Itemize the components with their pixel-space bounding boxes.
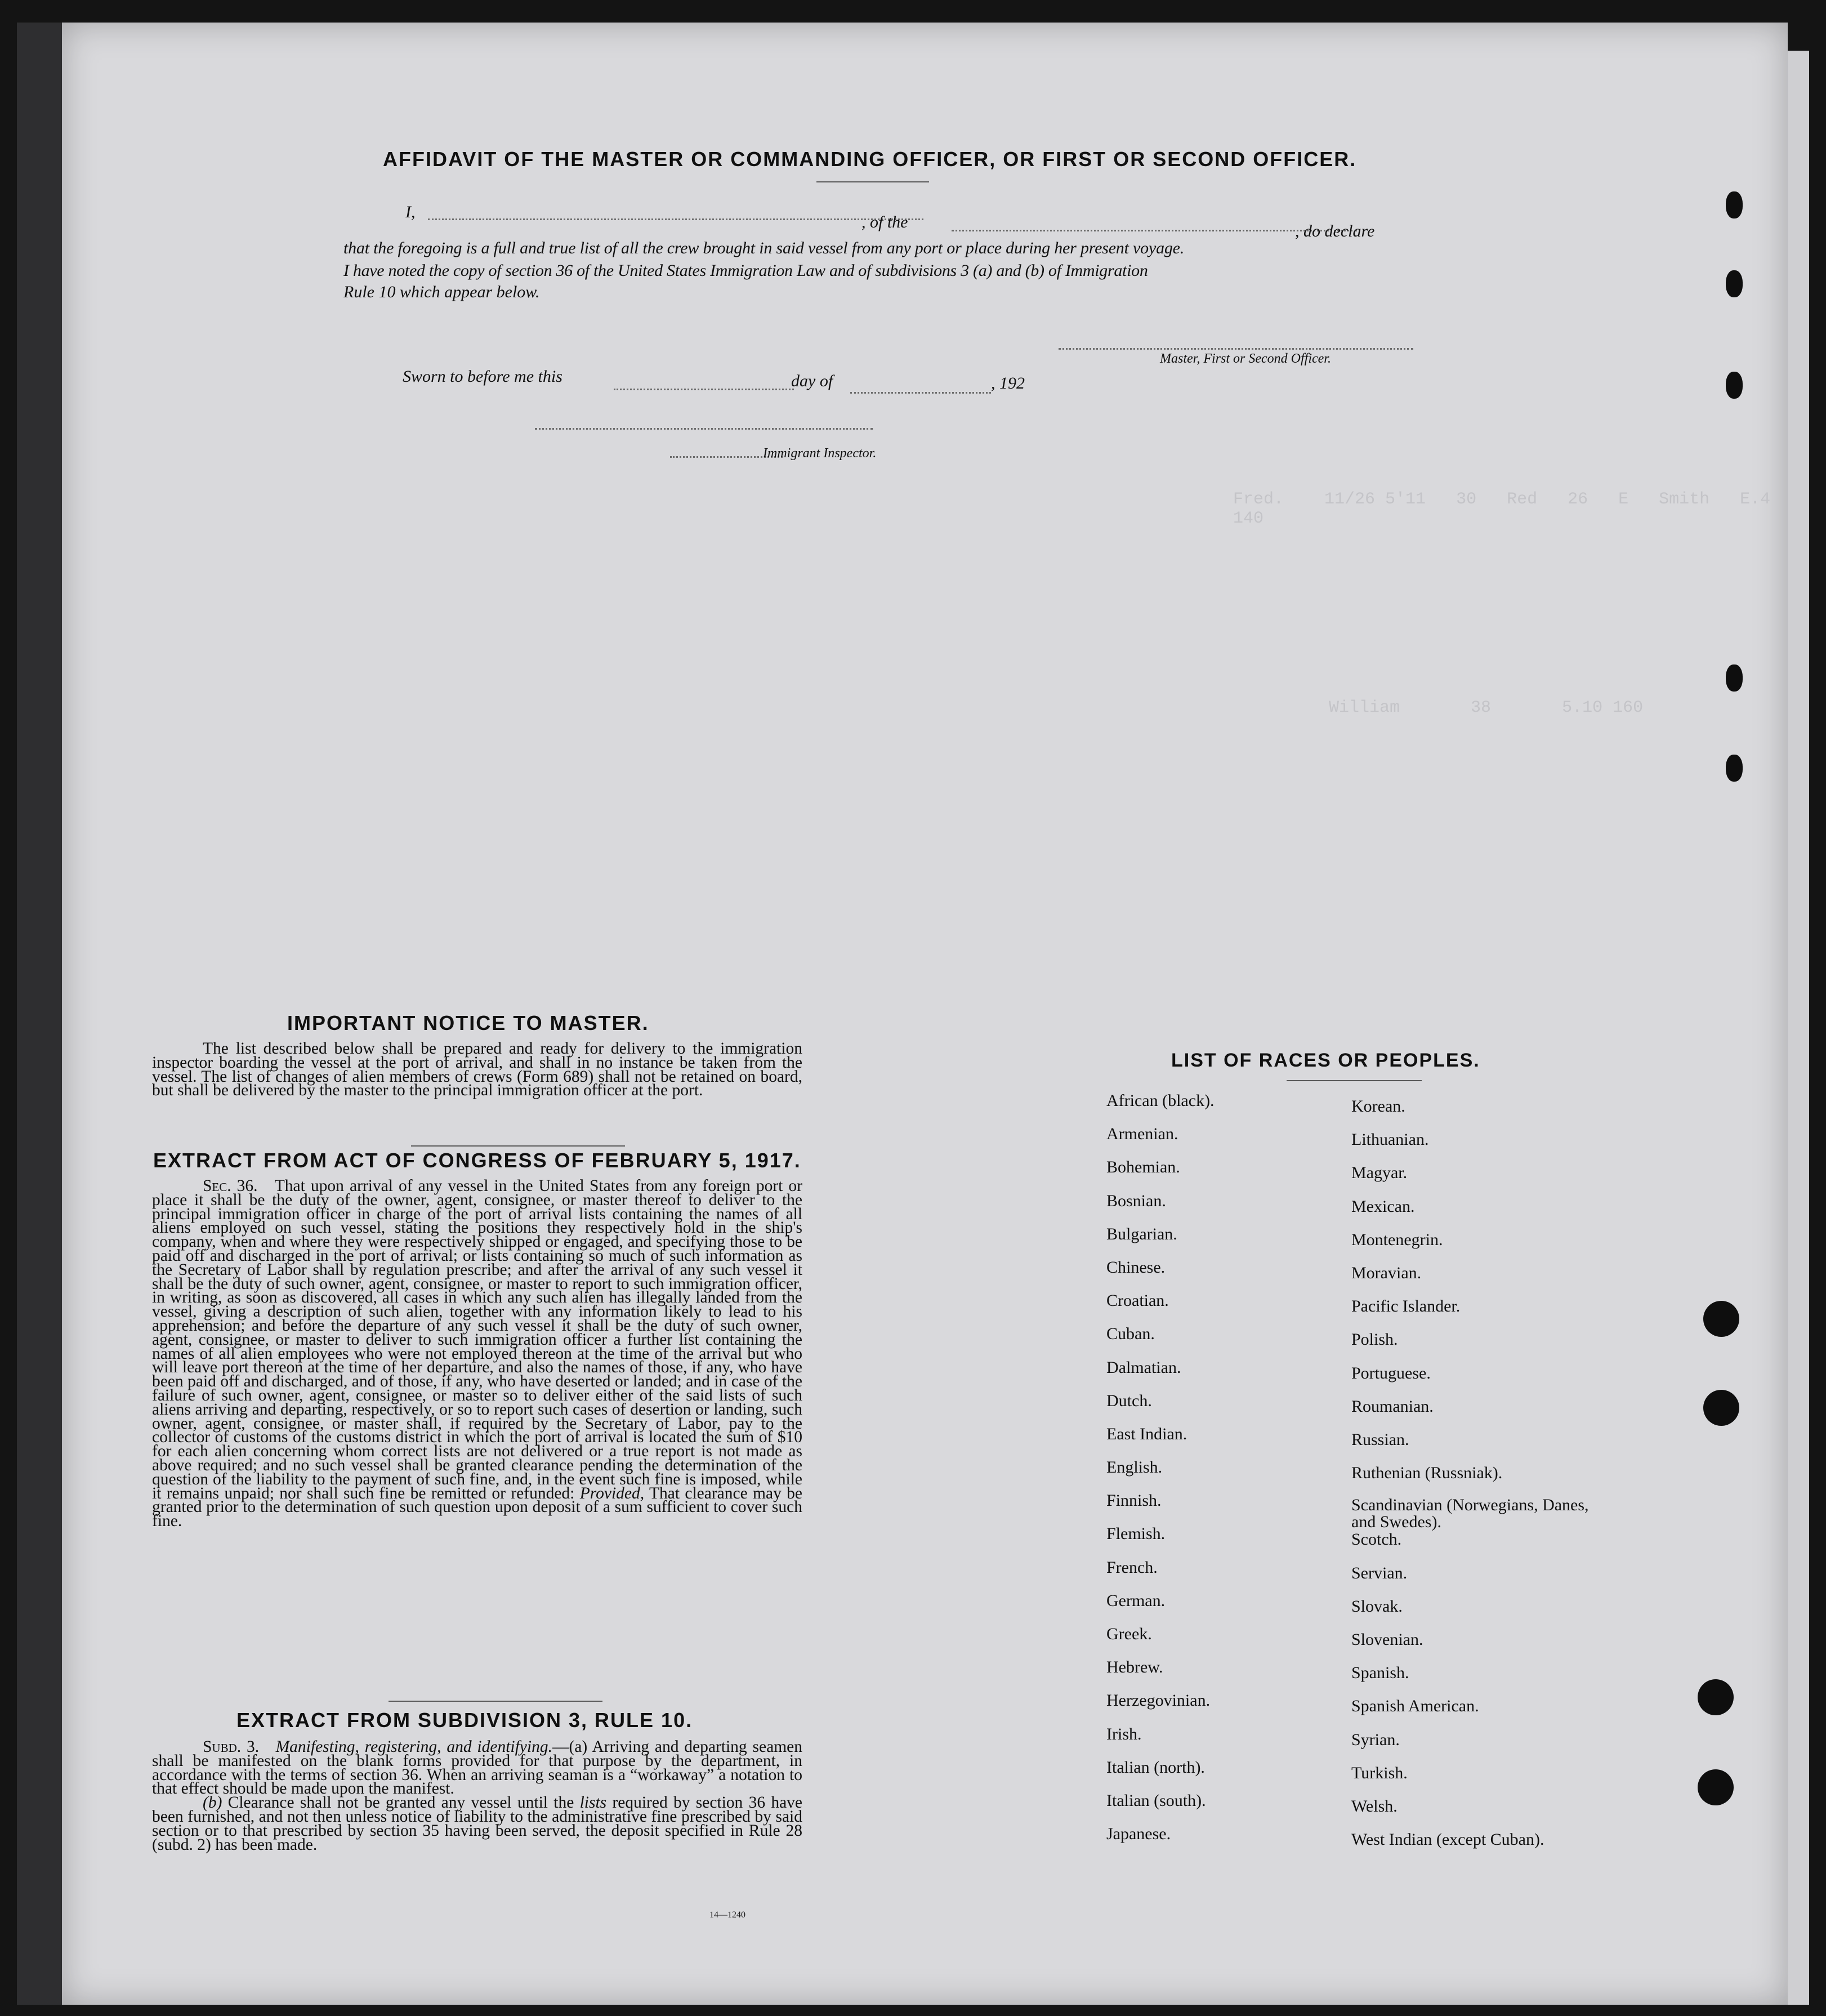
- affidavit-line1-i: I,: [405, 203, 416, 221]
- notice-title: IMPORTANT NOTICE TO MASTER.: [287, 1011, 649, 1034]
- race-item: Welsh.: [1351, 1796, 1398, 1816]
- race-item: Scotch.: [1351, 1530, 1402, 1549]
- race-item: Magyar.: [1351, 1163, 1408, 1183]
- race-item: Turkish.: [1351, 1763, 1408, 1782]
- sworn-text: Sworn to before me this: [403, 367, 562, 386]
- affidavit-body-line3: Rule 10 which appear below.: [343, 283, 540, 301]
- race-item: Russian.: [1351, 1430, 1409, 1449]
- punch-hole: [1726, 664, 1743, 692]
- race-item: Scandinavian (Norwegians, Danes, and Swedes).: [1351, 1496, 1589, 1532]
- inspector-caption: Immigrant Inspector.: [763, 446, 877, 461]
- extract-rule-text: Subd. 3. Manifesting, registering, and identifying.—(a) Arriving and departing seamen shall be manifested on the blank forms provided for that purpose by the department, in accordance with the terms of section 36. When an arriving seaman is a “workaway” a notation to that effect should be made upon the manifest. (b) Clearance shall not be granted any vessel until the lists required by section 36 have been furnished, and not then unless notice of liability to the administrative fine prescribed by said section or to that prescribed by section 35 having been served, the deposit specified in Rule 28 (subd. 2) has been made.: [152, 1738, 803, 1854]
- form-number: 14—1240: [709, 1910, 745, 1920]
- race-item: Hebrew.: [1106, 1658, 1163, 1677]
- race-item: Mexican.: [1351, 1197, 1415, 1216]
- race-item: Herzegovinian.: [1106, 1691, 1211, 1710]
- punch-hole: [1726, 270, 1743, 297]
- punch-hole: [1698, 1769, 1734, 1805]
- race-item: East Indian.: [1106, 1424, 1187, 1443]
- punch-hole: [1726, 191, 1743, 218]
- race-item: Portuguese.: [1351, 1363, 1431, 1382]
- race-item: Polish.: [1351, 1330, 1398, 1349]
- punch-hole: [1703, 1390, 1739, 1426]
- race-item: West Indian (except Cuban).: [1351, 1830, 1544, 1849]
- race-item: African (black).: [1106, 1091, 1215, 1110]
- binding-edge: [17, 23, 62, 2005]
- races-column-left: [1106, 1091, 1309, 1858]
- race-item: Korean.: [1351, 1097, 1405, 1116]
- race-item: Bulgarian.: [1106, 1224, 1177, 1243]
- affidavit-title: AFFIDAVIT OF THE MASTER OR COMMANDING OFFICER, OR FIRST OR SECOND OFFICER.: [383, 148, 1357, 171]
- extract-act-text: Sec. 36. That upon arrival of any vessel in the United States from any foreign port or place it shall be the duty of the owner, agent, consignee, or master thereof to deliver to the principal immigration officer in charge of the port of arrival lists containing the names of all aliens employed on such vessel, stating the positions they respectively hold in the ship's company, when and where they were respectively shipped or engaged, and specifying those to be paid off and discharged in the port of arrival; or lists containing so much of such information as the Secretary of Labor shall by regulation prescribe; and after the arrival of any such vessel it shall be the duty of such owner, agent, consignee, or master to report to such immigration officer, in writing, as soon as discovered, all cases in which any such alien has illegally landed from the vessel, giving a description of such alien, together with any information likely to lead to his apprehension; and before the departure of any such vessel it shall be the duty of such owner, agent, consignee, or master to deliver to such immigration officer a further list containing the names of all alien employees who were not employed thereon at the time of the arrival but who will leave port thereon at the time of her departure, and also the names of those, if any, who have been paid off and discharged, and of those, if any, who have deserted or landed; and in case of the failure of such owner, agent, consignee, or master so to deliver either of the said lists of such aliens arriving and departing, respectively, or so to report such cases of desertion or landing, such owner, agent, consignee, or master shall, if required by the Secretary of Labor, pay to the collector of customs of the customs district in which the port of arrival is located the sum of $10 for each alien concerning whom correct lists are not delivered or a true report is not made as above required; and no such vessel shall be granted clearance pending the determination of the question of the liability to the payment of such fine, and, in the event such fine is imposed, while it remains unpaid; nor shall such fine be remitted or refunded: Provided, That clearance may be granted prior to the determination of such question upon deposit of a sum sufficient to cover such fine.: [152, 1177, 803, 1531]
- race-item: Spanish.: [1351, 1663, 1409, 1683]
- race-item: Finnish.: [1106, 1491, 1162, 1510]
- race-item: Pacific Islander.: [1351, 1297, 1461, 1316]
- race-item: English.: [1106, 1458, 1163, 1477]
- race-item: Ruthenian (Russniak).: [1351, 1464, 1503, 1483]
- race-item: Flemish.: [1106, 1524, 1166, 1544]
- race-item: Japanese.: [1106, 1825, 1171, 1844]
- race-item: Dalmatian.: [1106, 1358, 1181, 1377]
- race-item: French.: [1106, 1558, 1158, 1577]
- extract-rule-title: EXTRACT FROM SUBDIVISION 3, RULE 10.: [236, 1709, 693, 1732]
- race-item: Italian (south).: [1106, 1791, 1206, 1810]
- punch-hole: [1726, 372, 1743, 399]
- race-item: Spanish American.: [1351, 1697, 1479, 1716]
- race-item: Slovenian.: [1351, 1630, 1423, 1649]
- punch-hole: [1726, 755, 1743, 782]
- race-item: Lithuanian.: [1351, 1130, 1429, 1149]
- affidavit-body-line2: I have noted the copy of section 36 of the United States Immigration Law and of subdivisions 3 (a) and (b) of Immigration: [343, 261, 1148, 280]
- race-item: Dutch.: [1106, 1391, 1152, 1410]
- race-item: Moravian.: [1351, 1263, 1422, 1282]
- race-item: German.: [1106, 1591, 1166, 1610]
- race-item: Italian (north).: [1106, 1758, 1205, 1777]
- notice-text: The list described below shall be prepared and ready for delivery to the immigration inspector boarding the vessel at the port of arrival, and shall in no instance be taken from the vessel. The list of changes of alien members of crews (Form 689) shall not be retained on board, but shall be delivered by the master to the principal immigration officer at the port.: [152, 1040, 802, 1100]
- race-item: Montenegrin.: [1351, 1230, 1443, 1249]
- affidavit-body-line1: that the foregoing is a full and true list of all the crew brought in said vessel from any port or place during her present voyage.: [343, 239, 1185, 257]
- race-item: Bosnian.: [1106, 1191, 1166, 1210]
- day-of-text: day of: [791, 372, 833, 390]
- affidavit-line1-declare: , do declare: [1295, 222, 1375, 240]
- race-item: Irish.: [1106, 1724, 1142, 1743]
- punch-hole: [1703, 1301, 1739, 1337]
- race-item: Syrian.: [1351, 1730, 1400, 1749]
- race-item: Slovak.: [1351, 1596, 1403, 1616]
- race-item: Roumanian.: [1351, 1397, 1434, 1416]
- race-item: Bohemian.: [1106, 1158, 1180, 1177]
- document-page: Fred. 11/26 5'11 30 Red 26 E Smith E.4 140 William 38 5.10 160 AFFIDAVIT OF THE MASTER OR COMMANDING OFFICER, OR FIRST OR SECOND OFFICER. I, , of the , do declare that the foregoing is a full and true list of all the crew brought in said vessel from any port or place during her present voyage. I have noted the copy of section 36 of the United States Immigration Law and of subdivisions 3 (a) and (b) of Immigration Rule 10 which appear below. Master, First or Second Officer. Sworn to before me this day of , 192 Immigrant Inspector. IMPORTANT NOTICE TO MASTER. The list described below shall be prepared and ready for delivery to the immigration inspector boarding the vessel at the port of arrival, and shall in no instance be taken from the vessel. The list of changes of alien members of crews (Form 689) shall not be retained on board, but shall be delivered by the master to the principal immigration officer at the port. EXTRACT FROM ACT OF CONGRESS OF FEBRUARY 5, 1917. Sec. 36. That upon arrival of any vessel in the United States from any foreign port or place it shall be the duty of the owner, agent, consignee, or master thereof to deliver to the principal immigration officer in charge of the port of arrival lists containing the names of all aliens employed on such vessel, stating the positions they respectively hold in the ship's company, when and where they were respectively shipped or engaged, and specifying those to be paid off and discharged in the port of arrival; or lists containing so much of such information as the Secretary of Labor shall by regulation prescribe; and after the arrival of any such vessel it shall be the duty of such owner, agent, consignee, or master to report to such immigration officer, in writing, as soon as discovered, all cases in which any such alien has illegally landed from the vessel, giving a description of such alien, together with any information likely to lead to his apprehension; and before the departure of any such vessel it shall be the duty of such owner, agent, consignee, or master to deliver to such immigration officer a further list containing the names of all alien employees who were not employed thereon at the time of the arrival but who will leave port thereon at the time of her departure, and also the names of those, if any, who have been paid off and discharged, and of those, if any, who have deserted or landed; and in case of the failure of such owner, agent, consignee, or master so to deliver either of the said lists of such aliens arriving and departing, respectively, or so to report such cases of desertion or landing, such owner, agent, consignee, or master shall, if required by the Secretary of Labor, pay to the collector of customs of the customs district in which the port of arrival is located the sum of $10 for each alien concerning whom correct lists are not delivered or a true report is not made as above required; and no such vessel shall be granted clearance pending the determination of the question of the liability to the payment of such fine, and, in the event such fine is imposed, while it remains unpaid; nor shall such fine be remitted or refunded: Provided, That clearance may be granted prior to the determination of such question upon deposit of a sum sufficient to cover such fine. EXTRACT FROM SUBDIVISION 3, RULE 10. Subd. 3. Manifesting, registering, and identifying.—(a) Arriving and departing seamen shall be manifested on the blank forms provided for that purpose by the department, in accordance with the terms of section 36. When an arriving seaman is a “workaway” a notation to that effect should be made upon the manifest. (b) Clearance shall not be granted any vessel until the lists required by section 36 have been furnished, and not then unless notice of liability to the administrative fine prescribed by said section or to that prescribed by section 35 having been served, the deposit specified in Rule 28 (subd. 2) has been made. 14—1240 LIST OF RACES OR PEOPLES. African (black). Armenian. Bohemian. Bosnian. Bulgarian. Chinese. Croatian. Cuban. Dalmatian. Dutch. East Indian. English. Finnish. Flemish. French. German. Greek. Hebrew. Herzegovinian. Irish. Italian (north). Italian (south). Japanese. Korean. Lithuanian. Magyar. Mexican. Montenegrin. Moravian. Pacific Islander. Polish. Portuguese. Roumanian. Russian. Ruthenian (Russniak). Scandinavian (Norwegians, Danes, and Swedes). Scotch. Servian. Slovak. Slovenian. Spanish. Spanish American. Syrian. Turkish. Welsh. West Indian (except Cuban).: [62, 23, 1788, 2005]
- race-item: Greek.: [1106, 1625, 1152, 1643]
- punch-hole: [1698, 1679, 1734, 1715]
- races-column-right: [1351, 1097, 1633, 1863]
- race-item: Servian.: [1351, 1563, 1408, 1582]
- race-item: Chinese.: [1106, 1257, 1166, 1277]
- race-item: Armenian.: [1106, 1125, 1178, 1144]
- year-text: , 192: [991, 374, 1025, 393]
- races-title: LIST OF RACES OR PEOPLES.: [1171, 1050, 1480, 1071]
- master-signature-caption: Master, First or Second Officer.: [1160, 351, 1331, 366]
- extract-act-title: EXTRACT FROM ACT OF CONGRESS OF FEBRUARY 5, 1917.: [153, 1149, 801, 1172]
- affidavit-line1-of-the: , of the: [861, 213, 908, 231]
- race-item: Croatian.: [1106, 1291, 1169, 1310]
- race-item: Cuban.: [1106, 1324, 1155, 1344]
